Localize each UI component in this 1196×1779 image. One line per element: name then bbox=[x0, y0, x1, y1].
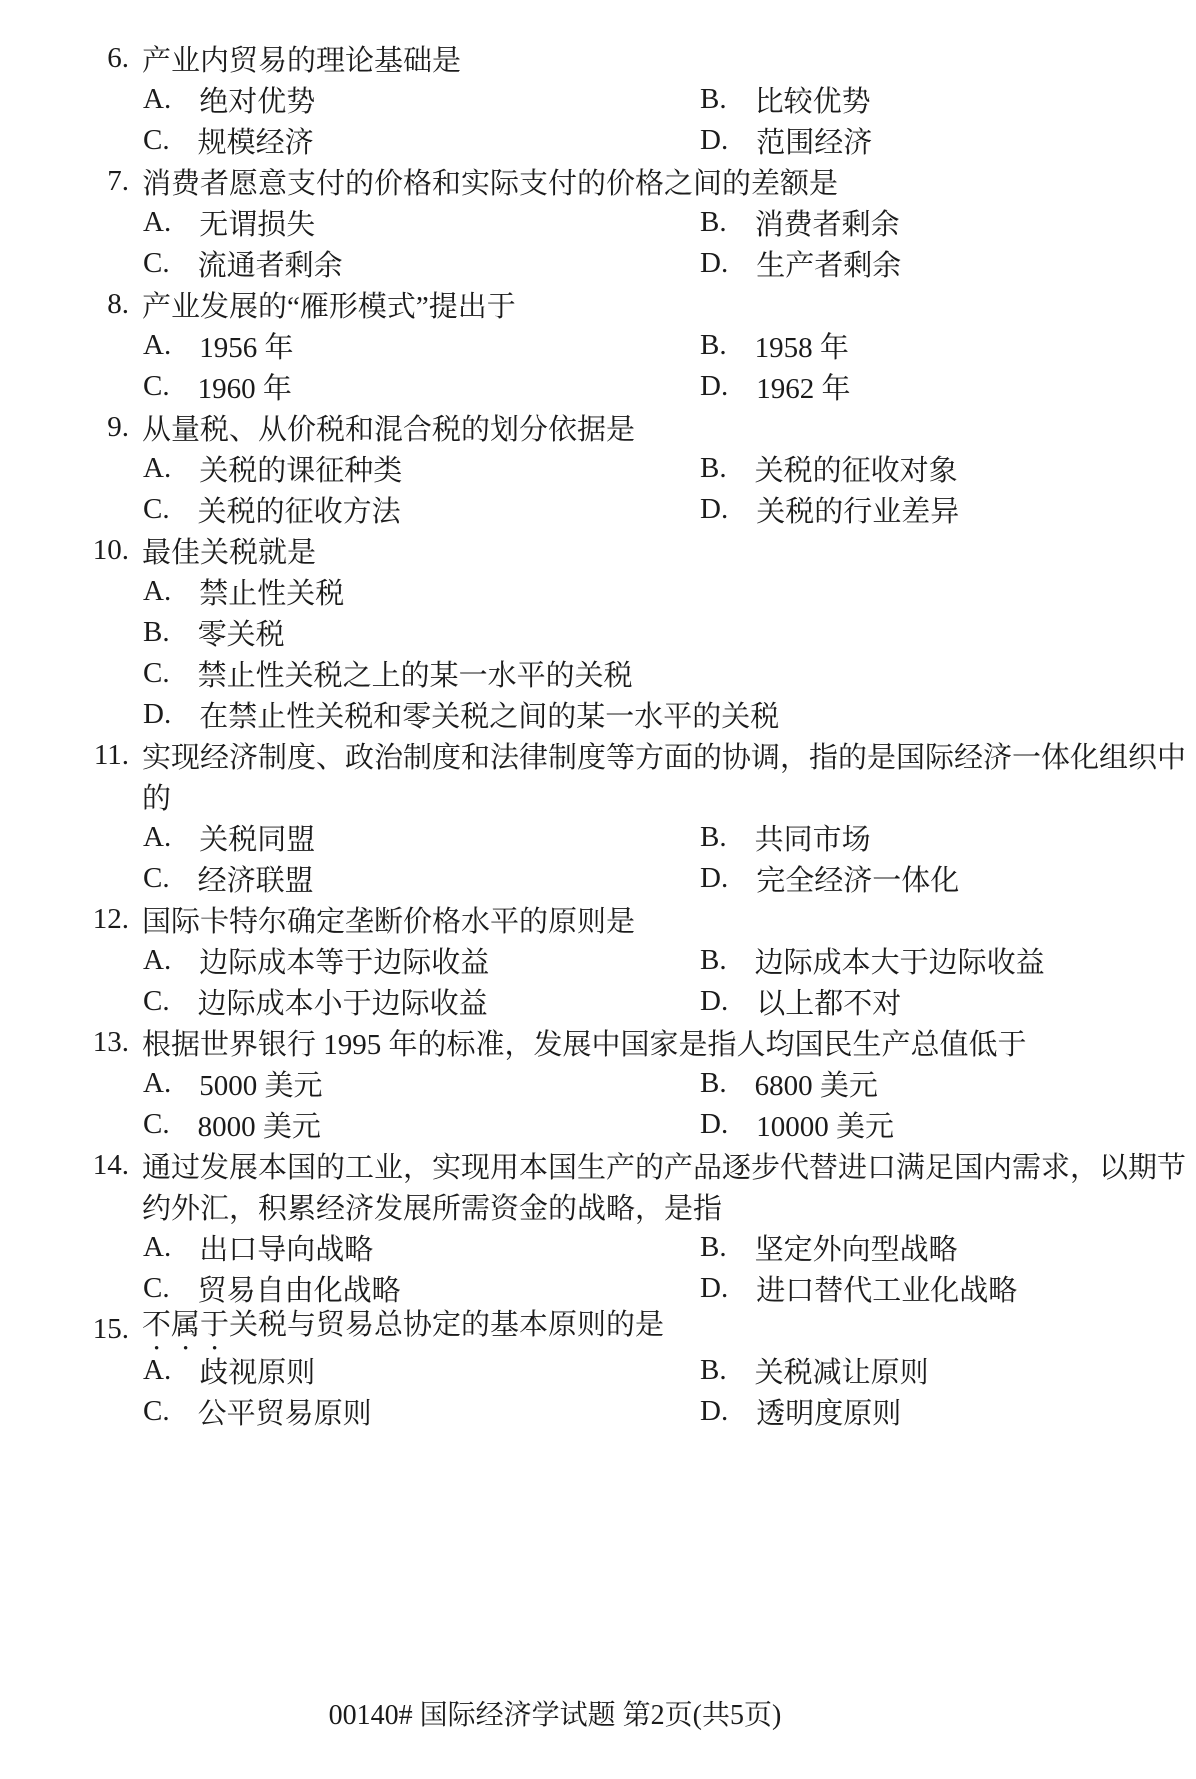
option-a bbox=[143, 940, 700, 981]
option-b bbox=[700, 817, 1196, 858]
option-text: 6800 美元 bbox=[754, 1070, 878, 1102]
option-label: B. bbox=[700, 329, 727, 361]
option-d bbox=[700, 489, 1196, 530]
option-label: B. bbox=[700, 944, 727, 976]
option-text: 10000 美元 bbox=[756, 1111, 894, 1143]
option-label: C. bbox=[143, 1272, 170, 1304]
option-a bbox=[143, 1063, 700, 1104]
option-label: C. bbox=[143, 1395, 170, 1427]
option-b bbox=[700, 448, 1196, 489]
option-b bbox=[700, 1063, 1196, 1104]
option-c bbox=[143, 366, 700, 407]
option-label: D. bbox=[700, 1108, 729, 1140]
option-text: 绝对优势 bbox=[199, 86, 316, 118]
options bbox=[143, 202, 1196, 284]
option-a bbox=[143, 79, 700, 120]
option-label: C. bbox=[143, 1108, 170, 1140]
option-label: C. bbox=[143, 862, 170, 894]
option-c bbox=[143, 120, 700, 161]
option-text: 公平贸易原则 bbox=[197, 1398, 372, 1430]
option-text: 生产者剩余 bbox=[756, 250, 902, 282]
option-b bbox=[700, 1227, 1196, 1268]
option-label: D. bbox=[700, 247, 729, 279]
option-label: C. bbox=[143, 493, 170, 525]
option-text: 1956 年 bbox=[199, 332, 294, 364]
option-a bbox=[143, 202, 700, 243]
option-text: 范围经济 bbox=[756, 127, 873, 159]
option-text: 歧视原则 bbox=[199, 1357, 316, 1389]
question-6 bbox=[85, 38, 1196, 161]
options bbox=[143, 1227, 1196, 1309]
question-stem-line-2: 约外汇，积累经济发展所需资金的战略，是指 bbox=[142, 1193, 723, 1225]
option-label: D. bbox=[143, 698, 172, 730]
question-14 bbox=[85, 1145, 1196, 1309]
question-number: 13. bbox=[92, 1026, 129, 1058]
question-11 bbox=[85, 735, 1196, 899]
option-text: 边际成本等于边际收益 bbox=[199, 947, 490, 979]
question-stem-row bbox=[85, 1145, 1196, 1186]
option-b bbox=[700, 202, 1196, 243]
question-number: 14. bbox=[92, 1149, 129, 1181]
option-c bbox=[143, 653, 1196, 694]
question-stem-line-2: 的 bbox=[142, 783, 172, 815]
option-label: A. bbox=[143, 452, 172, 484]
option-text: 贸易自由化战略 bbox=[197, 1275, 401, 1307]
option-d bbox=[700, 1391, 1196, 1432]
question-stem: 最佳关税就是 bbox=[142, 537, 317, 569]
option-d bbox=[143, 694, 1196, 735]
option-label: B. bbox=[700, 206, 727, 238]
option-label: C. bbox=[143, 247, 170, 279]
option-text: 以上都不对 bbox=[756, 988, 902, 1020]
option-d bbox=[700, 858, 1196, 899]
option-text: 透明度原则 bbox=[756, 1398, 902, 1430]
option-b bbox=[700, 325, 1196, 366]
option-text: 比较优势 bbox=[754, 86, 871, 118]
question-stem-row bbox=[85, 38, 1196, 79]
option-text: 在禁止性关税和零关税之间的某一水平的关税 bbox=[199, 701, 780, 733]
option-text: 共同市场 bbox=[754, 824, 871, 856]
option-text: 规模经济 bbox=[197, 127, 314, 159]
option-label: D. bbox=[700, 370, 729, 402]
question-12 bbox=[85, 899, 1196, 1022]
option-c bbox=[143, 858, 700, 899]
option-text: 1958 年 bbox=[754, 332, 849, 364]
question-stem-emphasis: 不属于 bbox=[142, 1309, 230, 1341]
option-label: D. bbox=[700, 124, 729, 156]
question-number: 7. bbox=[107, 165, 129, 197]
question-8 bbox=[85, 284, 1196, 407]
options bbox=[143, 817, 1196, 899]
option-c bbox=[143, 243, 700, 284]
option-text: 关税的征收方法 bbox=[197, 496, 401, 528]
option-text: 流通者剩余 bbox=[197, 250, 343, 282]
question-stem-row bbox=[85, 161, 1196, 202]
option-a bbox=[143, 1350, 700, 1391]
options bbox=[143, 1063, 1196, 1145]
question-number: 10. bbox=[92, 534, 129, 566]
option-d bbox=[700, 1268, 1196, 1309]
option-d bbox=[700, 1104, 1196, 1145]
question-number: 12. bbox=[92, 903, 129, 935]
option-label: B. bbox=[700, 1067, 727, 1099]
option-text: 5000 美元 bbox=[199, 1070, 323, 1102]
option-text: 经济联盟 bbox=[197, 865, 314, 897]
option-a bbox=[143, 448, 700, 489]
option-label: C. bbox=[143, 985, 170, 1017]
question-stem bbox=[142, 1302, 664, 1357]
option-text: 关税的课征种类 bbox=[199, 455, 403, 487]
option-label: C. bbox=[143, 370, 170, 402]
option-label: D. bbox=[700, 1272, 729, 1304]
question-stem: 国际卡特尔确定垄断价格水平的原则是 bbox=[142, 906, 636, 938]
option-text: 关税减让原则 bbox=[754, 1357, 929, 1389]
option-c bbox=[143, 1391, 700, 1432]
option-text: 关税的行业差异 bbox=[756, 496, 960, 528]
question-9 bbox=[85, 407, 1196, 530]
question-stem-row bbox=[85, 1309, 1196, 1350]
option-a bbox=[143, 817, 700, 858]
option-label: B. bbox=[700, 821, 727, 853]
option-b bbox=[700, 940, 1196, 981]
options bbox=[143, 325, 1196, 407]
option-text: 进口替代工业化战略 bbox=[756, 1275, 1018, 1307]
option-b bbox=[700, 1350, 1196, 1391]
question-stem: 根据世界银行 1995 年的标准，发展中国家是指人均国民生产总值低于 bbox=[142, 1029, 1027, 1061]
question-stem: 产业内贸易的理论基础是 bbox=[142, 45, 462, 77]
question-7 bbox=[85, 161, 1196, 284]
option-text: 8000 美元 bbox=[197, 1111, 321, 1143]
option-label: C. bbox=[143, 124, 170, 156]
option-a bbox=[143, 571, 1196, 612]
question-stem: 消费者愿意支付的价格和实际支付的价格之间的差额是 bbox=[142, 168, 839, 200]
option-label: A. bbox=[143, 83, 172, 115]
option-label: A. bbox=[143, 1067, 172, 1099]
option-d bbox=[700, 243, 1196, 284]
option-label: A. bbox=[143, 821, 172, 853]
options bbox=[143, 1350, 1196, 1432]
question-15 bbox=[85, 1309, 1196, 1432]
options bbox=[143, 79, 1196, 161]
options bbox=[143, 940, 1196, 1022]
option-text: 边际成本大于边际收益 bbox=[754, 947, 1045, 979]
option-label: B. bbox=[143, 616, 170, 648]
option-label: D. bbox=[700, 1395, 729, 1427]
question-stem: 通过发展本国的工业，实现用本国生产的产品逐步代替进口满足国内需求，以期节 bbox=[142, 1152, 1187, 1184]
option-b bbox=[700, 79, 1196, 120]
question-stem-rest: 关税与贸易总协定的基本原则的是 bbox=[229, 1309, 665, 1341]
option-text: 零关税 bbox=[197, 619, 285, 651]
option-b bbox=[143, 612, 1196, 653]
option-text: 完全经济一体化 bbox=[756, 865, 960, 897]
question-stem-row bbox=[85, 284, 1196, 325]
option-c bbox=[143, 1104, 700, 1145]
question-number: 8. bbox=[107, 288, 129, 320]
option-c bbox=[143, 489, 700, 530]
option-label: A. bbox=[143, 944, 172, 976]
option-a bbox=[143, 1227, 700, 1268]
option-c bbox=[143, 981, 700, 1022]
option-text: 坚定外向型战略 bbox=[754, 1234, 958, 1266]
question-stem: 产业发展的“雁形模式”提出于 bbox=[142, 291, 516, 323]
question-stem: 从量税、从价税和混合税的划分依据是 bbox=[142, 414, 636, 446]
question-number: 15. bbox=[92, 1313, 129, 1345]
option-text: 无谓损失 bbox=[199, 209, 316, 241]
option-label: B. bbox=[700, 1354, 727, 1386]
option-label: D. bbox=[700, 862, 729, 894]
option-label: B. bbox=[700, 83, 727, 115]
option-label: D. bbox=[700, 985, 729, 1017]
option-text: 消费者剩余 bbox=[754, 209, 900, 241]
question-number: 9. bbox=[107, 411, 129, 443]
option-text: 1962 年 bbox=[756, 373, 851, 405]
option-text: 关税的征收对象 bbox=[754, 455, 958, 487]
question-number: 11. bbox=[93, 739, 129, 771]
question-stem-row bbox=[85, 407, 1196, 448]
option-text: 出口导向战略 bbox=[199, 1234, 374, 1266]
option-label: A. bbox=[143, 206, 172, 238]
question-stem: 实现经济制度、政治制度和法律制度等方面的协调，指的是国际经济一体化组织中 bbox=[142, 742, 1187, 774]
option-a bbox=[143, 325, 700, 366]
option-label: A. bbox=[143, 329, 172, 361]
page-footer: 00140# 国际经济学试题 第2页(共5页) bbox=[328, 1700, 782, 1731]
option-label: B. bbox=[700, 452, 727, 484]
option-text: 关税同盟 bbox=[199, 824, 316, 856]
option-d bbox=[700, 981, 1196, 1022]
option-label: D. bbox=[700, 493, 729, 525]
options bbox=[143, 448, 1196, 530]
option-text: 禁止性关税 bbox=[199, 578, 345, 610]
option-text: 禁止性关税之上的某一水平的关税 bbox=[197, 660, 633, 692]
question-stem-row bbox=[85, 1022, 1196, 1063]
option-d bbox=[700, 120, 1196, 161]
option-label: B. bbox=[700, 1231, 727, 1263]
option-label: C. bbox=[143, 657, 170, 689]
question-stem-row bbox=[85, 899, 1196, 940]
question-stem-row bbox=[85, 735, 1196, 776]
option-text: 边际成本小于边际收益 bbox=[197, 988, 488, 1020]
option-text: 1960 年 bbox=[197, 373, 292, 405]
question-number: 6. bbox=[107, 42, 129, 74]
option-d bbox=[700, 366, 1196, 407]
option-label: A. bbox=[143, 575, 172, 607]
question-stem-row bbox=[85, 530, 1196, 571]
question-10 bbox=[85, 530, 1196, 735]
option-label: A. bbox=[143, 1354, 172, 1386]
options bbox=[143, 571, 1196, 735]
option-label: A. bbox=[143, 1231, 172, 1263]
question-13 bbox=[85, 1022, 1196, 1145]
